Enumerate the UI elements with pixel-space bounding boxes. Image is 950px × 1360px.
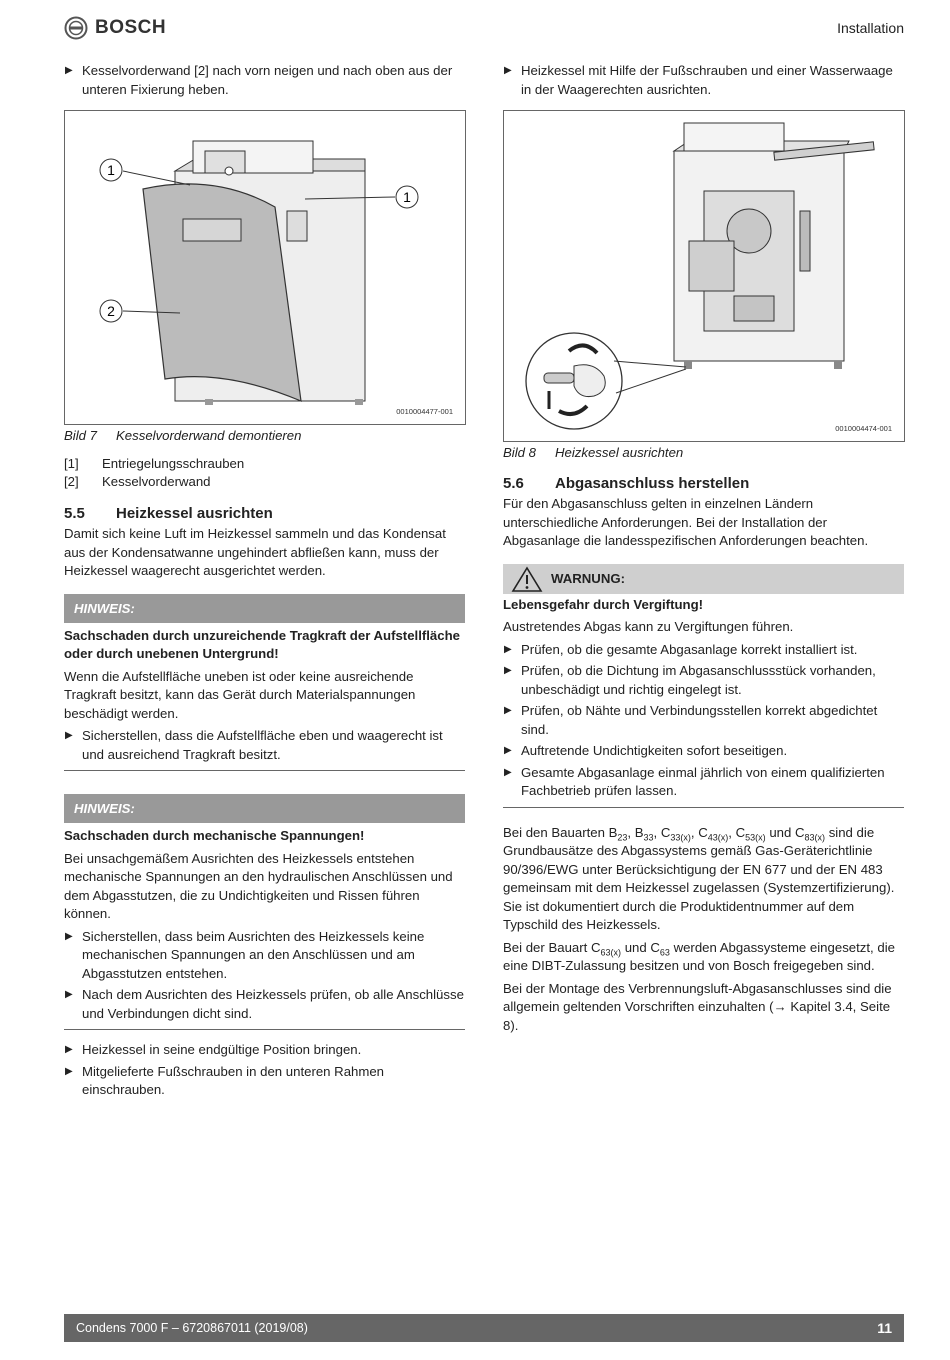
section-title: Abgasanschluss herstellen [555,474,750,492]
bosch-logo-icon [64,16,88,40]
bauarten-paragraph: Bei den Bauarten $B_{23}$, $B_{33}$, $C_{33(x)}$, $C_{43(x)}$, $C_{53(x)}$ und $C_{83(x)}$ sind die Grundbausätze des Abgassystems gemäß Gas-Geräterichtlinie 90/396/EWG unter Berücksichtigung der EN 677 und der EN 483 gemeinsam mit dem Heizkessel zugelassen (Systemzertifizierung). Sie ist dokumentiert durch die Produktidentnummer auf dem Typschild des Heizkessels. [503,824,895,932]
right-column-lower [503,444,904,1039]
boiler-front-panel-illustration [65,111,465,424]
legend-item [64,473,465,492]
bauart-c63-paragraph: Bei der Bauart $C_{63(x)}$ und $C_{63}$ werden Abgassysteme eingesetzt, die eine DIBT-Zulassung besitzen und von Bosch freigegeben sind. [503,939,895,973]
figure-8-caption-text: Heizkessel ausrichten [555,445,684,460]
notice-box-1 [64,594,465,772]
section-5-5-body: Damit sich keine Luft im Heizkessel sammeln und das Kondensat aus der Kondensatwanne ungehindert abfließen kann, muss der Heizkessel waagerecht ausgerichtet werden. [64,526,446,578]
brand-name: BOSCH [95,16,167,38]
intro-bullet-right: ▶ Heizkessel mit Hilfe der Fußschrauben und einer Wasserwaage in der Waagerechten ausrichten. [503,62,904,99]
notice-bullet: ▶ Sicherstellen, dass beim Ausrichten des Heizkessels keine mechanischen Spannungen an den Anschlüssen und am Abgasstutzen entstehen. [64,928,465,984]
warning-label-bar [503,564,904,594]
warning-label: WARNUNG: [551,570,625,586]
legend-text: Entriegelungsschrauben [102,455,245,471]
warning-body: Austretendes Abgas kann zu Vergiftungen führen. [503,619,794,634]
right-column [503,62,904,102]
section-title: Installation [837,20,904,36]
left-column-lower [64,427,465,1103]
warning-bullet: ▶ Auftretende Undichtigkeiten sofort beseitigen. [503,742,904,761]
warning-bullet: ▶ Gesamte Abgasanlage einmal jährlich von einem qualifizierten Fachbetrieb prüfen lassen. [503,764,904,801]
figure-7 [64,110,466,425]
figure-8-caption-label: Bild 8 [503,445,536,460]
legend-text: Kesselvorderwand [102,474,211,489]
notice-bullet: ▶ Nach dem Ausrichten des Heizkessels prüfen, ob alle Anschlüsse und Verbindungen dicht sind. [64,986,465,1023]
page-number: 11 [877,1319,892,1336]
intro-bullet-left: ▶ Kesselvorderwand [2] nach vorn neigen und nach oben aus der unteren Fixierung heben. [64,62,465,99]
section-title: Heizkessel ausrichten [116,504,273,522]
notice-box-2 [64,794,465,1030]
montage-paragraph: Bei der Montage des Verbrennungsluft-Abgasanschlusses sind die allgemein geltenden Vorschriften einzuhalten (→ Kapitel 3.4, Seite 8). [503,980,892,1033]
figure-7-caption-label: Bild 7 [64,428,97,443]
section-5-6-heading [503,475,904,494]
brand-logo [64,16,166,40]
notice-heading: Sachschaden durch mechanische Spannungen! [64,828,365,843]
notice-body: Wenn die Aufstellfläche uneben ist oder keine ausreichende Tragkraft besitzt, kann das Gerät durch Materialspannungen beschädigt werden. [64,668,416,721]
footer-doc-id: Condens 7000 F – 6720867011 (2019/08) [76,1320,308,1335]
notice-label: HINWEIS: [64,794,465,823]
legend-item [64,455,465,474]
boiler-leveling-illustration [504,111,904,441]
figure-8 [503,110,905,442]
callout-1a: 1 [107,162,115,178]
warning-triangle-icon [503,564,551,594]
section-5-6-body: Für den Abgasanschluss gelten in einzelnen Ländern unterschiedliche Anforderungen. Bei der Installation der Abgasanlage die landesspezifischen Anforderungen beachten. [503,496,869,548]
notice-label: HINWEIS: [64,594,465,623]
callout-1b: 1 [403,189,411,205]
warning-heading: Lebensgefahr durch Vergiftung! [503,596,704,612]
callout-2: 2 [107,303,115,319]
section-number: 5.6 [503,474,524,492]
warning-bullet: ▶ Prüfen, ob Nähte und Verbindungsstellen korrekt abgedichtet sind. [503,702,904,739]
figure-7-caption-text: Kesselvorderwand demontieren [116,428,302,443]
warning-bullet: ▶ Prüfen, ob die Dichtung im Abgasanschlussstück vorhanden, unbeschädigt und richtig eingelegt ist. [503,662,904,699]
figure-8-id: 0010004474-001 [835,423,892,433]
legend-key: [1] [64,455,79,471]
warning-bullet: ▶ Prüfen, ob die gesamte Abgasanlage korrekt installiert ist. [503,641,904,660]
legend-key: [2] [64,474,79,489]
figure-7-caption [64,427,465,446]
figure-7-id: 0010004477-001 [396,406,453,416]
page-footer [64,1314,904,1342]
final-bullet: ▶ Heizkessel in seine endgültige Position bringen. [64,1041,465,1060]
section-5-5-heading [64,505,465,524]
final-bullet: ▶ Mitgelieferte Fußschrauben in den unteren Rahmen einschrauben. [64,1063,465,1100]
notice-body: Bei unsachgemäßem Ausrichten des Heizkessels entstehen mechanische Spannungen an den hydraulischen Anschlüssen und dem Abgasstutzen, die zu Undichtigkeiten und Rissen führen können. [64,850,453,921]
left-column [64,62,465,102]
figure-8-caption [503,444,904,463]
warning-box [503,564,904,808]
notice-heading: Sachschaden durch unzureichende Tragkraft der Aufstellfläche oder durch unebenen Untergrund! [64,627,460,661]
section-number: 5.5 [64,504,85,522]
notice-bullet: ▶ Sicherstellen, dass die Aufstellfläche eben und waagerecht ist und ausreichend Tragkraft besitzt. [64,727,465,764]
